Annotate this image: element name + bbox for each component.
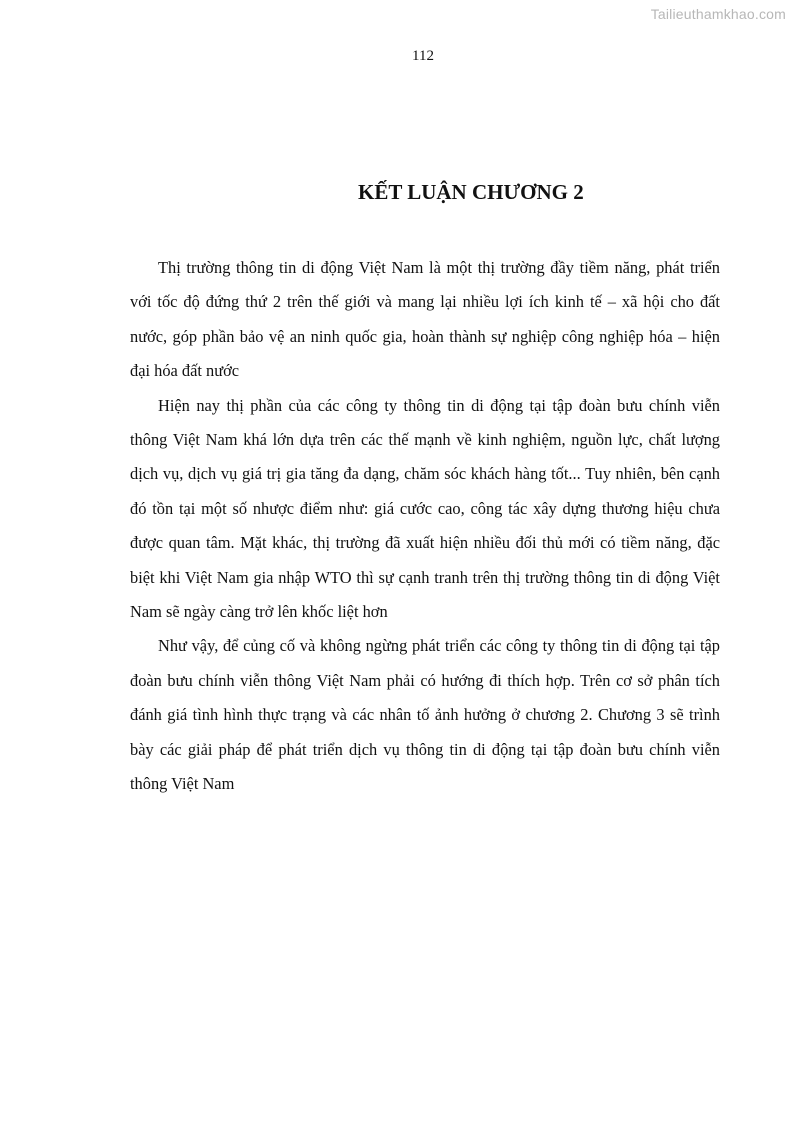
chapter-title: KẾT LUẬN CHƯƠNG 2 [358,180,584,204]
paragraph-2: Hiện nay thị phần của các công ty thông tin di động tại tập đoàn bưu chính viễn thông Việt Nam khá lớn dựa trên các thế mạnh về kinh nghiệm, nguồn lực, chất lượng dịch vụ, dịch vụ giá trị gia tăng đa dạng, chăm sóc khách hàng tốt... Tuy nhiên, bên cạnh đó tồn tại một số nhược điểm như: giá cước cao, công tác xây dựng thương hiệu chưa được quan tâm. Mặt khác, thị trường đã xuất hiện nhiều đối thủ mới có tiềm năng, đặc biệt khi Việt Nam gia nhập WTO thì sự cạnh tranh trên thị trường thông tin di động Việt Nam sẽ ngày càng trở lên khốc liệt hơn [130,395,720,622]
paragraph-1: Thị trường thông tin di động Việt Nam là một thị trường đầy tiềm năng, phát triển với tốc độ đứng thứ 2 trên thế giới và mang lại nhiều lợi ích kinh tế – xã hội cho đất nước, góp phần bảo vệ an ninh quốc gia, hoàn thành sự nghiệp công nghiệp hóa – hiện đại hóa đất nước [130,258,720,381]
paragraph-3: Như vậy, để củng cố và không ngừng phát triển các công ty thông tin di động tại tập đoàn bưu chính viễn thông Việt Nam phải có hướng đi thích hợp. Trên cơ sở phân tích đánh giá tình hình thực trạng và các nhân tố ảnh hưởng ở chương 2. Chương 3 sẽ trình bày các giải pháp để phát triển dịch vụ thông tin di động tại tập đoàn bưu chính viễn thông Việt Nam [130,636,720,794]
page-number: 112 [412,48,434,64]
watermark: Tailieuthamkhao.com [650,6,786,22]
document-body [130,251,720,802]
